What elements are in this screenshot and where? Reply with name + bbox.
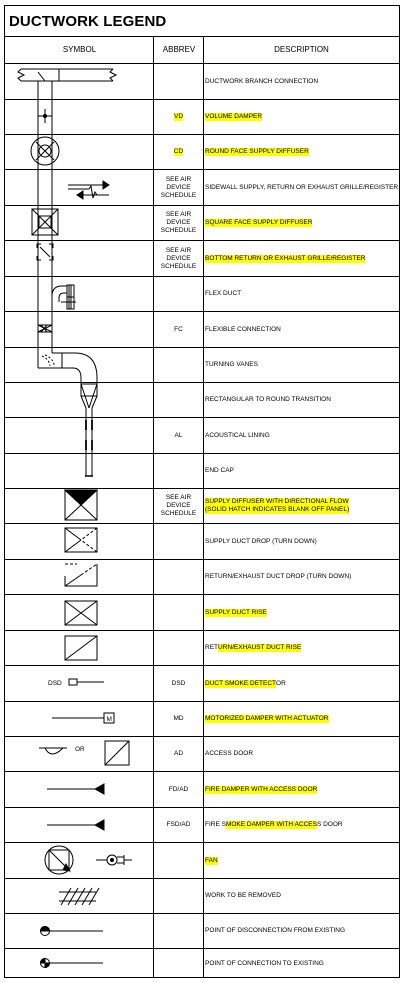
supply-duct-rise-icon: [65, 601, 97, 625]
row-description-part: S DOOR: [316, 821, 343, 828]
acoustical-lining-icon: [86, 420, 92, 450]
round-diffuser-icon: [31, 137, 59, 165]
row-abbrev: FC: [174, 325, 183, 333]
row-abbrev: SEE AIR DEVICE SCHEDULE: [160, 211, 197, 234]
row-abbrev: DSD: [171, 679, 186, 687]
point-disconnection-icon: [41, 927, 104, 936]
fan-icon: [45, 846, 132, 874]
row-description: ACCESS DOOR: [205, 750, 254, 757]
header-symbol: SYMBOL: [62, 45, 97, 54]
volume-damper-icon: [38, 109, 52, 123]
transition-icon: [81, 384, 97, 476]
bottom-return-grille-icon: [37, 244, 53, 260]
row-abbrev: SEE AIR DEVICE SCHEDULE: [160, 246, 197, 270]
row-description: SIDEWALL SUPPLY, RETURN OR EXHAUST GRILLE/REGISTER: [205, 183, 399, 191]
supply-duct-drop-icon: [65, 528, 97, 552]
row-description: RECTANGULAR TO ROUND TRANSITION: [205, 396, 331, 403]
row-description-part: RET: [205, 644, 218, 651]
row-description: VOLUME DAMPER: [205, 113, 263, 120]
row-abbrev: MD: [173, 715, 184, 722]
point-connection-icon: [41, 959, 104, 968]
row-description: TURNING VANES: [205, 361, 258, 368]
row-description: ROUND FACE SUPPLY DIFFUSER: [205, 148, 309, 155]
row-description: SQUARE FACE SUPPLY DIFFUSER: [205, 219, 313, 226]
flexible-connection-icon: [38, 325, 52, 332]
row-description: SUPPLY DUCT DROP (TURN DOWN): [205, 537, 317, 545]
header-abbrev: ABBREV: [162, 45, 196, 54]
row-abbrev: FSD/AD: [166, 821, 191, 828]
row-abbrev: SEE AIR DEVICE SCHEDULE: [160, 175, 197, 199]
header-description: DESCRIPTION: [274, 45, 329, 54]
row-description-part: OR: [276, 679, 286, 687]
row-description: WORK TO BE REMOVED: [205, 892, 281, 899]
row-abbrev: VD: [173, 113, 184, 120]
row-description: FIRE DAMPER WITH ACCESS DOOR: [205, 785, 318, 793]
legend-title: DUCTWORK LEGEND: [9, 13, 167, 30]
row-description-part: FIRE S: [205, 821, 226, 828]
sidewall-grille-icon: [68, 181, 109, 199]
motor-symbol-label: M: [106, 716, 112, 723]
row-abbrev: AL: [174, 431, 183, 439]
dsd-symbol-label: DSD: [48, 680, 62, 687]
duct-branch-connection-icon: [18, 69, 116, 81]
flex-duct-icon: [52, 285, 76, 309]
row-description-note: (SOLID HATCH INDICATES BLANK OFF PANEL): [205, 506, 350, 513]
fire-smoke-damper-icon: [47, 820, 104, 830]
or-symbol-label: OR: [75, 746, 85, 753]
row-description-highlight: URN/EXHAUST DUCT RISE: [218, 644, 302, 651]
row-description: FLEX DUCT: [205, 290, 242, 297]
row-description: POINT OF DISCONNECTION FROM EXISTING: [205, 927, 345, 934]
access-door-icon: [39, 741, 129, 765]
row-description-highlight: MOKE DAMPER WITH ACCES: [225, 821, 317, 828]
row-description: DUCTWORK BRANCH CONNECTION: [205, 77, 319, 85]
ductwork-legend-table: [4, 5, 400, 978]
row-abbrev: SEE AIR DEVICE SCHEDULE: [160, 494, 197, 517]
row-description-highlight: DUCT SMOKE DETECT: [205, 679, 277, 687]
motorized-damper-icon: [52, 713, 114, 723]
row-description: FLEXIBLE CONNECTION: [205, 325, 281, 333]
duct-smoke-detector-icon: [69, 679, 104, 685]
work-removed-icon: [59, 888, 99, 905]
row-description: POINT OF CONNECTION TO EXISTING: [205, 959, 324, 967]
row-abbrev: AD: [173, 750, 184, 757]
row-description: SUPPLY DIFFUSER WITH DIRECTIONAL FLOW: [205, 498, 349, 505]
row-description: RETURN/EXHAUST DUCT DROP (TURN DOWN): [205, 573, 352, 580]
row-description: MOTORIZED DAMPER WITH ACTUATOR: [205, 715, 329, 722]
row-description: SUPPLY DUCT RISE: [205, 608, 267, 616]
square-diffuser-icon: [32, 209, 58, 235]
return-duct-rise-icon: [65, 636, 97, 660]
row-description: FAN: [205, 856, 218, 864]
turning-vanes-icon: [38, 353, 97, 384]
row-description: END CAP: [205, 467, 234, 474]
row-description: BOTTOM RETURN OR EXHAUST GRILLE/REGISTER: [205, 254, 366, 262]
legend-symbols-drawing: [5, 6, 401, 979]
return-duct-drop-icon: [65, 564, 97, 586]
row-abbrev: FD/AD: [168, 785, 189, 793]
fire-damper-icon: [47, 784, 104, 794]
row-description: ACOUSTICAL LINING: [205, 431, 270, 439]
row-abbrev: CD: [173, 148, 184, 155]
directional-diffuser-icon: [65, 490, 97, 520]
